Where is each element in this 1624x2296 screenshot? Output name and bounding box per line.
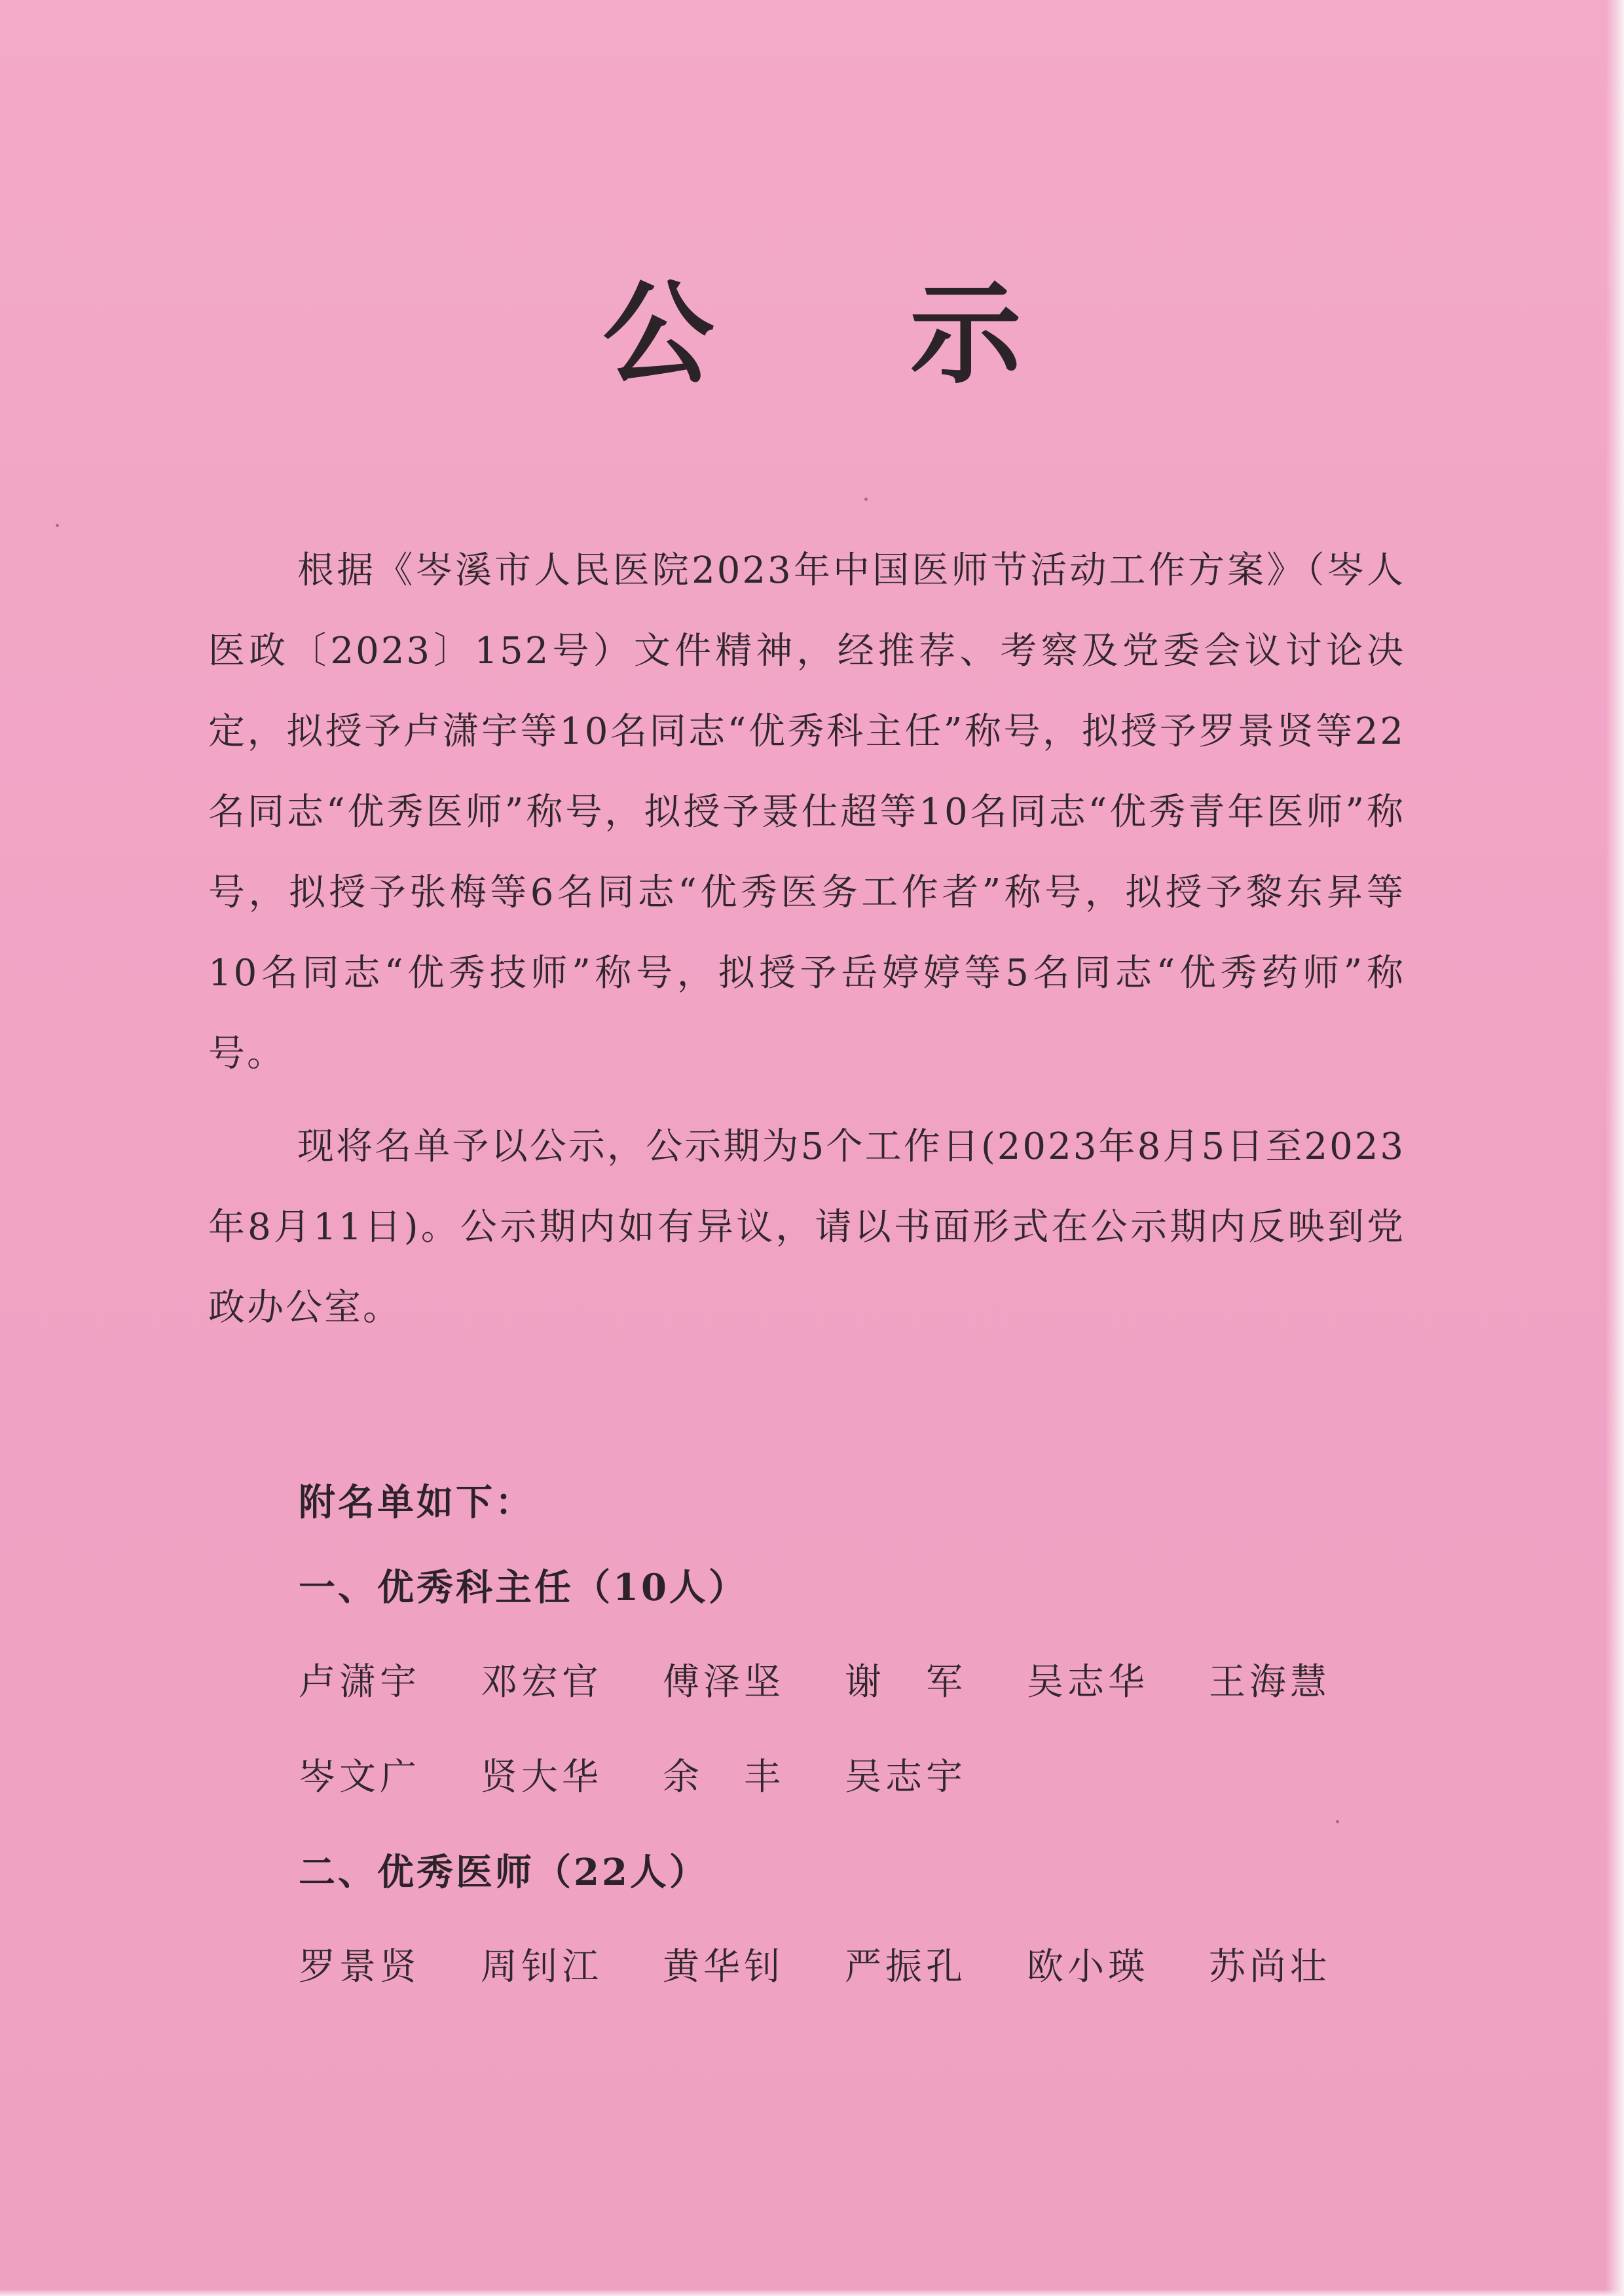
section-heading-outstanding-physicians: 二、优秀医师（22人） [299,1851,709,1894]
name-item: 吴志华 [1027,1661,1149,1704]
name-item: 苏尚壮 [1209,1946,1331,1988]
paper-speck [56,524,59,527]
name-item: 傅泽坚 [663,1661,784,1704]
name-item: 谢 军 [845,1661,967,1704]
name-item: 岑文广 [299,1756,420,1798]
name-item: 卢潇宇 [299,1661,420,1704]
name-item: 余 丰 [663,1756,784,1798]
name-row [299,1745,1027,1810]
name-item: 周钊江 [481,1946,602,1988]
attachment-heading: 附名单如下： [299,1481,534,1524]
name-item: 王海慧 [1209,1661,1331,1704]
body-paragraph-2: 现将名单予以公示，公示期为5个工作日(2023年8月5日至2023年8月11日)。公示期内如有异议，请以书面形式在公示期内反映到党政办公室。 [208,1125,1406,1329]
section-heading-outstanding-directors: 一、优秀科主任（10人） [299,1566,748,1609]
body-paragraph-1: 根据《岑溪市人民医院2023年中国医师节活动工作方案》（岑人医政〔2023〕152号）文件精神，经推荐、考察及党委会议讨论决定，拟授予卢潇宇等10名同志“优秀科主任”称号，拟授予罗景贤等22名同志“优秀医师”称号，拟授予聂仕超等10名同志“优秀青年医师”称号，拟授予张梅等6名同志“优秀医务工作者”称号，拟授予黎东昇等10名同志“优秀技师”称号，拟授予岳婷婷等5名同志“优秀药师”称号。 [208,549,1405,1075]
name-item: 罗景贤 [299,1946,420,1988]
name-item: 黄华钊 [663,1946,784,1988]
document-title: 公 示 [602,268,1100,399]
name-item: 贤大华 [481,1756,602,1798]
paper-speck [864,498,868,501]
name-row [299,1650,1391,1715]
page-edge-bottom [0,2289,1624,2296]
name-item: 严振孔 [845,1946,967,1988]
name-row [299,1935,1391,2000]
paper-speck [1336,1820,1339,1823]
name-item: 欧小瑛 [1027,1946,1149,1988]
name-item: 吴志宇 [845,1756,967,1798]
name-item: 邓宏官 [481,1661,602,1704]
